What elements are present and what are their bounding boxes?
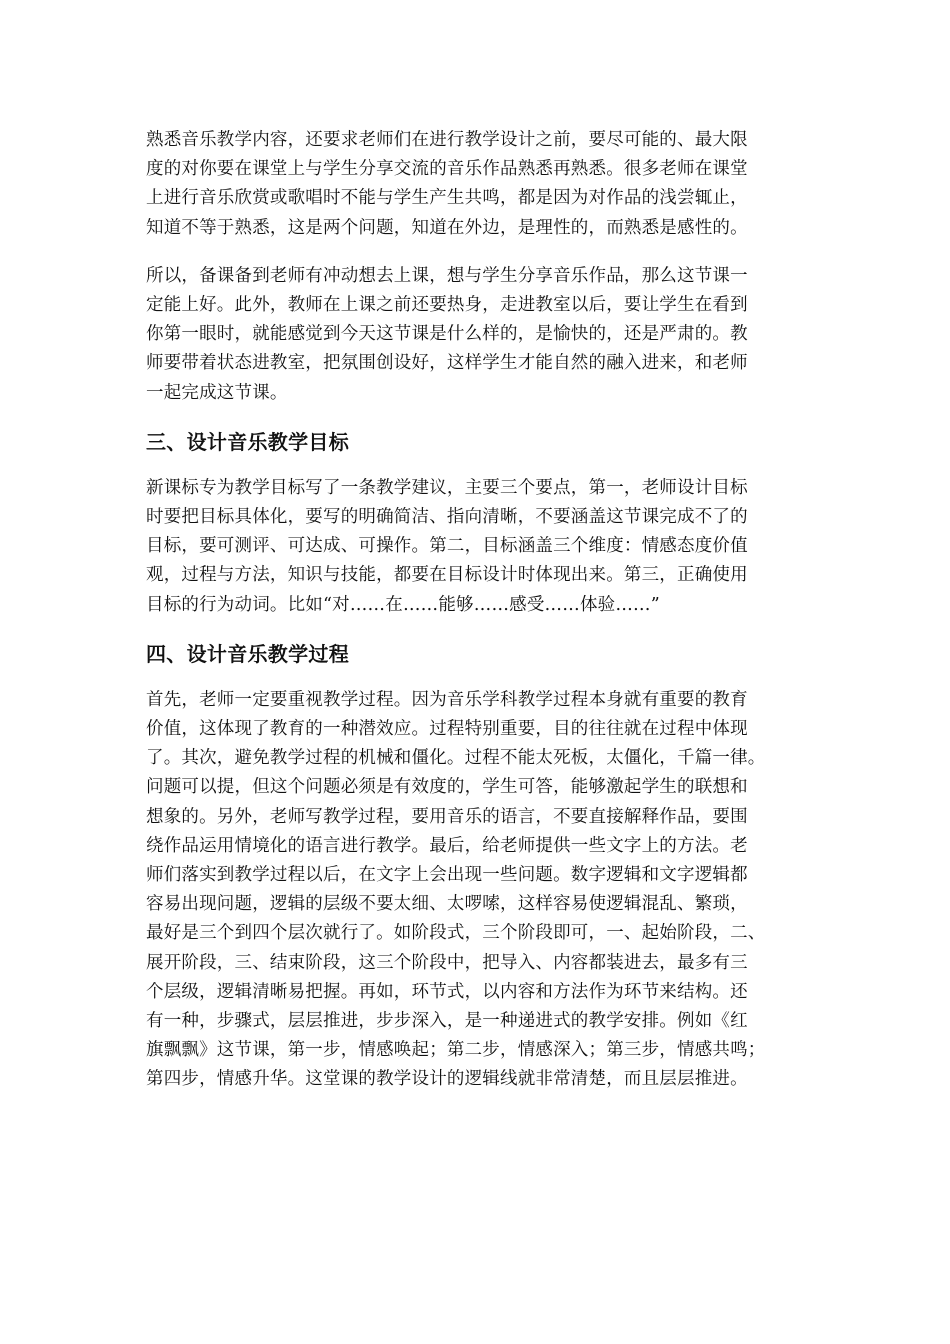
paragraph-familiarity: 熟悉音乐教学内容，还要求老师们在进行教学设计之前，要尽可能的、最大限 度的对你要在课堂上与学生分享交流的音乐作品熟悉再熟悉。很多老师在课堂 上进行音乐欣赏或歌唱时不能与学生产生共鸣，都是因为对作品的浅尝辄止， 知道不等于熟悉，这是两个问题，知道在外边，是理性的，而熟悉是感性的。 <box>146 130 748 238</box>
paragraph-preparation: 所以，备课备到老师有冲动想去上课，想与学生分享音乐作品，那么这节课一 定能上好。此外，教师在上课之前还要热身，走进教室以后，要让学生在看到 你第一眼时，就能感觉到今天这节课是什么样的，是愉快的，还是严肃的。教 师要带着状态进教室，把氛围创设好，这样学生才能自然的融入进来，和老师 一起完成这节课。 <box>146 265 748 403</box>
paragraph-teaching-process: 首先，老师一定要重视教学过程。因为音乐学科教学过程本身就有重要的教育 价值，这体现了教育的一种潜效应。过程特别重要，目的往往就在过程中体现 了。其次，避免教学过程的机械和僵化。过程不能太死板，太僵化，千篇一律。 问题可以提，但这个问题必须是有效度的，学生可答，能够激起学生的联想和 想象的。另外，老师写教学过程，要用音乐的语言，不要直接解释作品，要围 绕作品运用情境化的语言进行教学。最后，给老师提供一些文字上的方法。老 师们落实到教学过程以后，在文字上会出现一些问题。数字逻辑和文字逻辑都 容易出现问题，逻辑的层级不要太细、太啰嗦，这样容易使逻辑混乱、繁琐， 最好是三个到四个层次就行了。如阶段式，三个阶段即可，一、起始阶段，二、 展开阶段，三、结束阶段，这三个阶段中，把导入、内容都装进去，最多有三 个层级，逻辑清晰易把握。再如，环节式，以内容和方法作为环节来结构。还 有一种，步骤式，层层推进，步步深入，是一种递进式的教学安排。例如《红 旗飘飘》这节课，第一步，情感唤起；第二步，情感深入；第三步，情感共鸣； 第四步，情感升华。这堂课的教学设计的逻辑线就非常清楚，而且层层推进。 <box>146 689 766 1090</box>
paragraph-teaching-goals: 新课标专为教学目标写了一条教学建议，主要三个要点，第一，老师设计目标 时要把目标具体化，要写的明确简洁、指向清晰，不要涵盖这节课完成不了的 目标，要可测评、可达成、可操作。第二，目标涵盖三个维度：情感态度价值 观，过程与方法，知识与技能，都要在目标设计时体现出来。第三，正确使用 目标的行为动词。比如“对……在……能够……感受……体验……” <box>146 477 748 615</box>
section-heading-teaching-process: 四、设计音乐教学过程 <box>146 641 349 666</box>
section-heading-teaching-goals: 三、设计音乐教学目标 <box>146 429 349 454</box>
document-body <box>146 126 810 1114</box>
